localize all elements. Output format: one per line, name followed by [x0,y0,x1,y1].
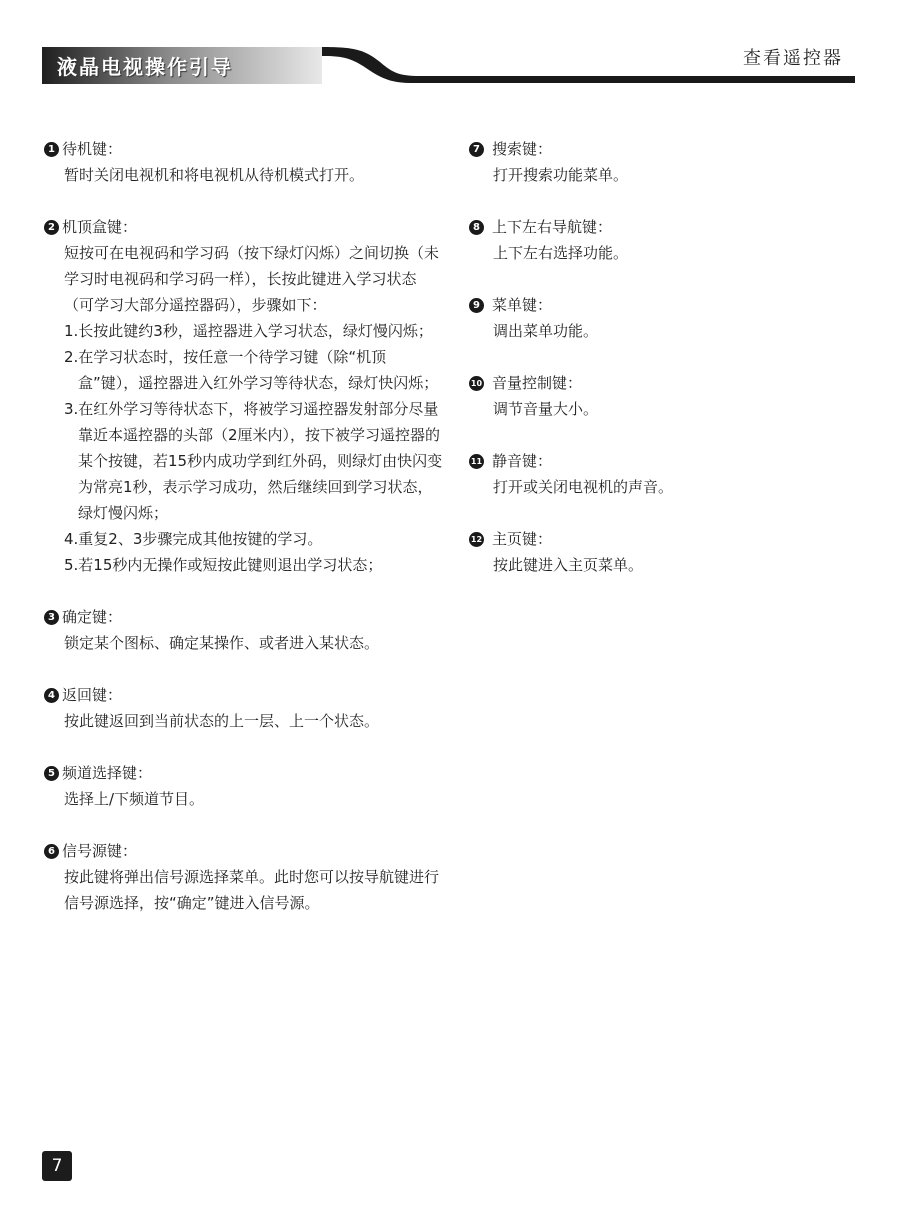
entry-title: 上下左右导航键： [492,218,613,236]
left-column [44,136,444,942]
key-entry-channel [44,760,444,812]
number-badge-2: 2 [44,220,59,235]
key-entry-home [469,526,859,578]
entry-title: 菜单键： [492,296,553,314]
key-entry-standby [44,136,444,188]
number-badge-4: 4 [44,688,59,703]
number-badge-1: 1 [44,142,59,157]
key-entry-ok [44,604,444,656]
number-badge-5: 5 [44,766,59,781]
key-entry-navigation [469,214,859,266]
entry-title: 静音键： [492,452,553,470]
step-item: 3.在红外学习等待状态下，将被学习遥控器发射部分尽量靠近本遥控器的头部（2厘米内），按下被学习遥控器的某个按键，若15秒内成功学到红外码，则绿灯由快闪变为常亮1秒，表示学习成功，然后继续回到学习状态，绿灯慢闪烁； [64,400,443,522]
number-badge-7: 7 [469,142,484,157]
entry-description: 上下左右选择功能。 [493,244,629,262]
key-entry-settop-box [44,214,444,578]
key-entry-mute [469,448,859,500]
page-number: 7 [42,1151,72,1181]
number-badge-8: 8 [469,220,484,235]
entry-title: 确定键： [62,608,123,626]
step-item: 1.长按此键约3秒，遥控器进入学习状态，绿灯慢闪烁； [64,322,433,340]
entry-description: 短按可在电视码和学习码（按下绿灯闪烁）之间切换（未学习时电视码和学习码一样），长按此键进入学习状态（可学习大部分遥控器码），步骤如下： [64,244,440,314]
key-entry-return [44,682,444,734]
step-item: 4.重复2、3步骤完成其他按键的学习。 [64,530,323,548]
right-column [469,136,859,604]
entry-description: 暂时关闭电视机和将电视机从待机模式打开。 [64,166,365,184]
entry-title: 搜索键： [492,140,553,158]
page-header [0,0,898,90]
entry-title: 待机键： [62,140,123,158]
entry-description: 锁定某个图标、确定某操作、或者进入某状态。 [64,634,380,652]
entry-title: 主页键： [492,530,553,548]
entry-description: 调节音量大小。 [493,400,599,418]
number-badge-11: 11 [469,454,484,469]
entry-description: 调出菜单功能。 [493,322,599,340]
entry-description: 打开搜索功能菜单。 [493,166,629,184]
entry-description: 按此键进入主页菜单。 [493,556,644,574]
step-item: 5.若15秒内无操作或短按此键则退出学习状态； [64,556,383,574]
key-entry-volume [469,370,859,422]
entry-title: 频道选择键： [62,764,153,782]
entry-description: 选择上/下频道节目。 [64,790,205,808]
key-entry-search [469,136,859,188]
number-badge-3: 3 [44,610,59,625]
entry-title: 机顶盒键： [62,218,138,236]
step-item: 2.在学习状态时，按任意一个待学习键（除“机顶盒”键），遥控器进入红外学习等待状态，绿灯快闪烁； [64,348,439,392]
entry-description: 按此键将弹出信号源选择菜单。此时您可以按导航键进行信号源选择，按“确定”键进入信号源。 [64,868,440,912]
entry-title: 信号源键： [62,842,138,860]
number-badge-10: 10 [469,376,484,391]
number-badge-9: 9 [469,298,484,313]
entry-description: 按此键返回到当前状态的上一层、上一个状态。 [64,712,380,730]
number-badge-6: 6 [44,844,59,859]
key-entry-menu [469,292,859,344]
chapter-title: 液晶电视操作引导 [57,55,233,79]
entry-description: 打开或关闭电视机的声音。 [493,478,674,496]
entry-title: 返回键： [62,686,123,704]
entry-title: 音量控制键： [492,374,583,392]
number-badge-12: 12 [469,532,484,547]
key-entry-source [44,838,444,916]
section-title: 查看遥控器 [743,48,843,69]
